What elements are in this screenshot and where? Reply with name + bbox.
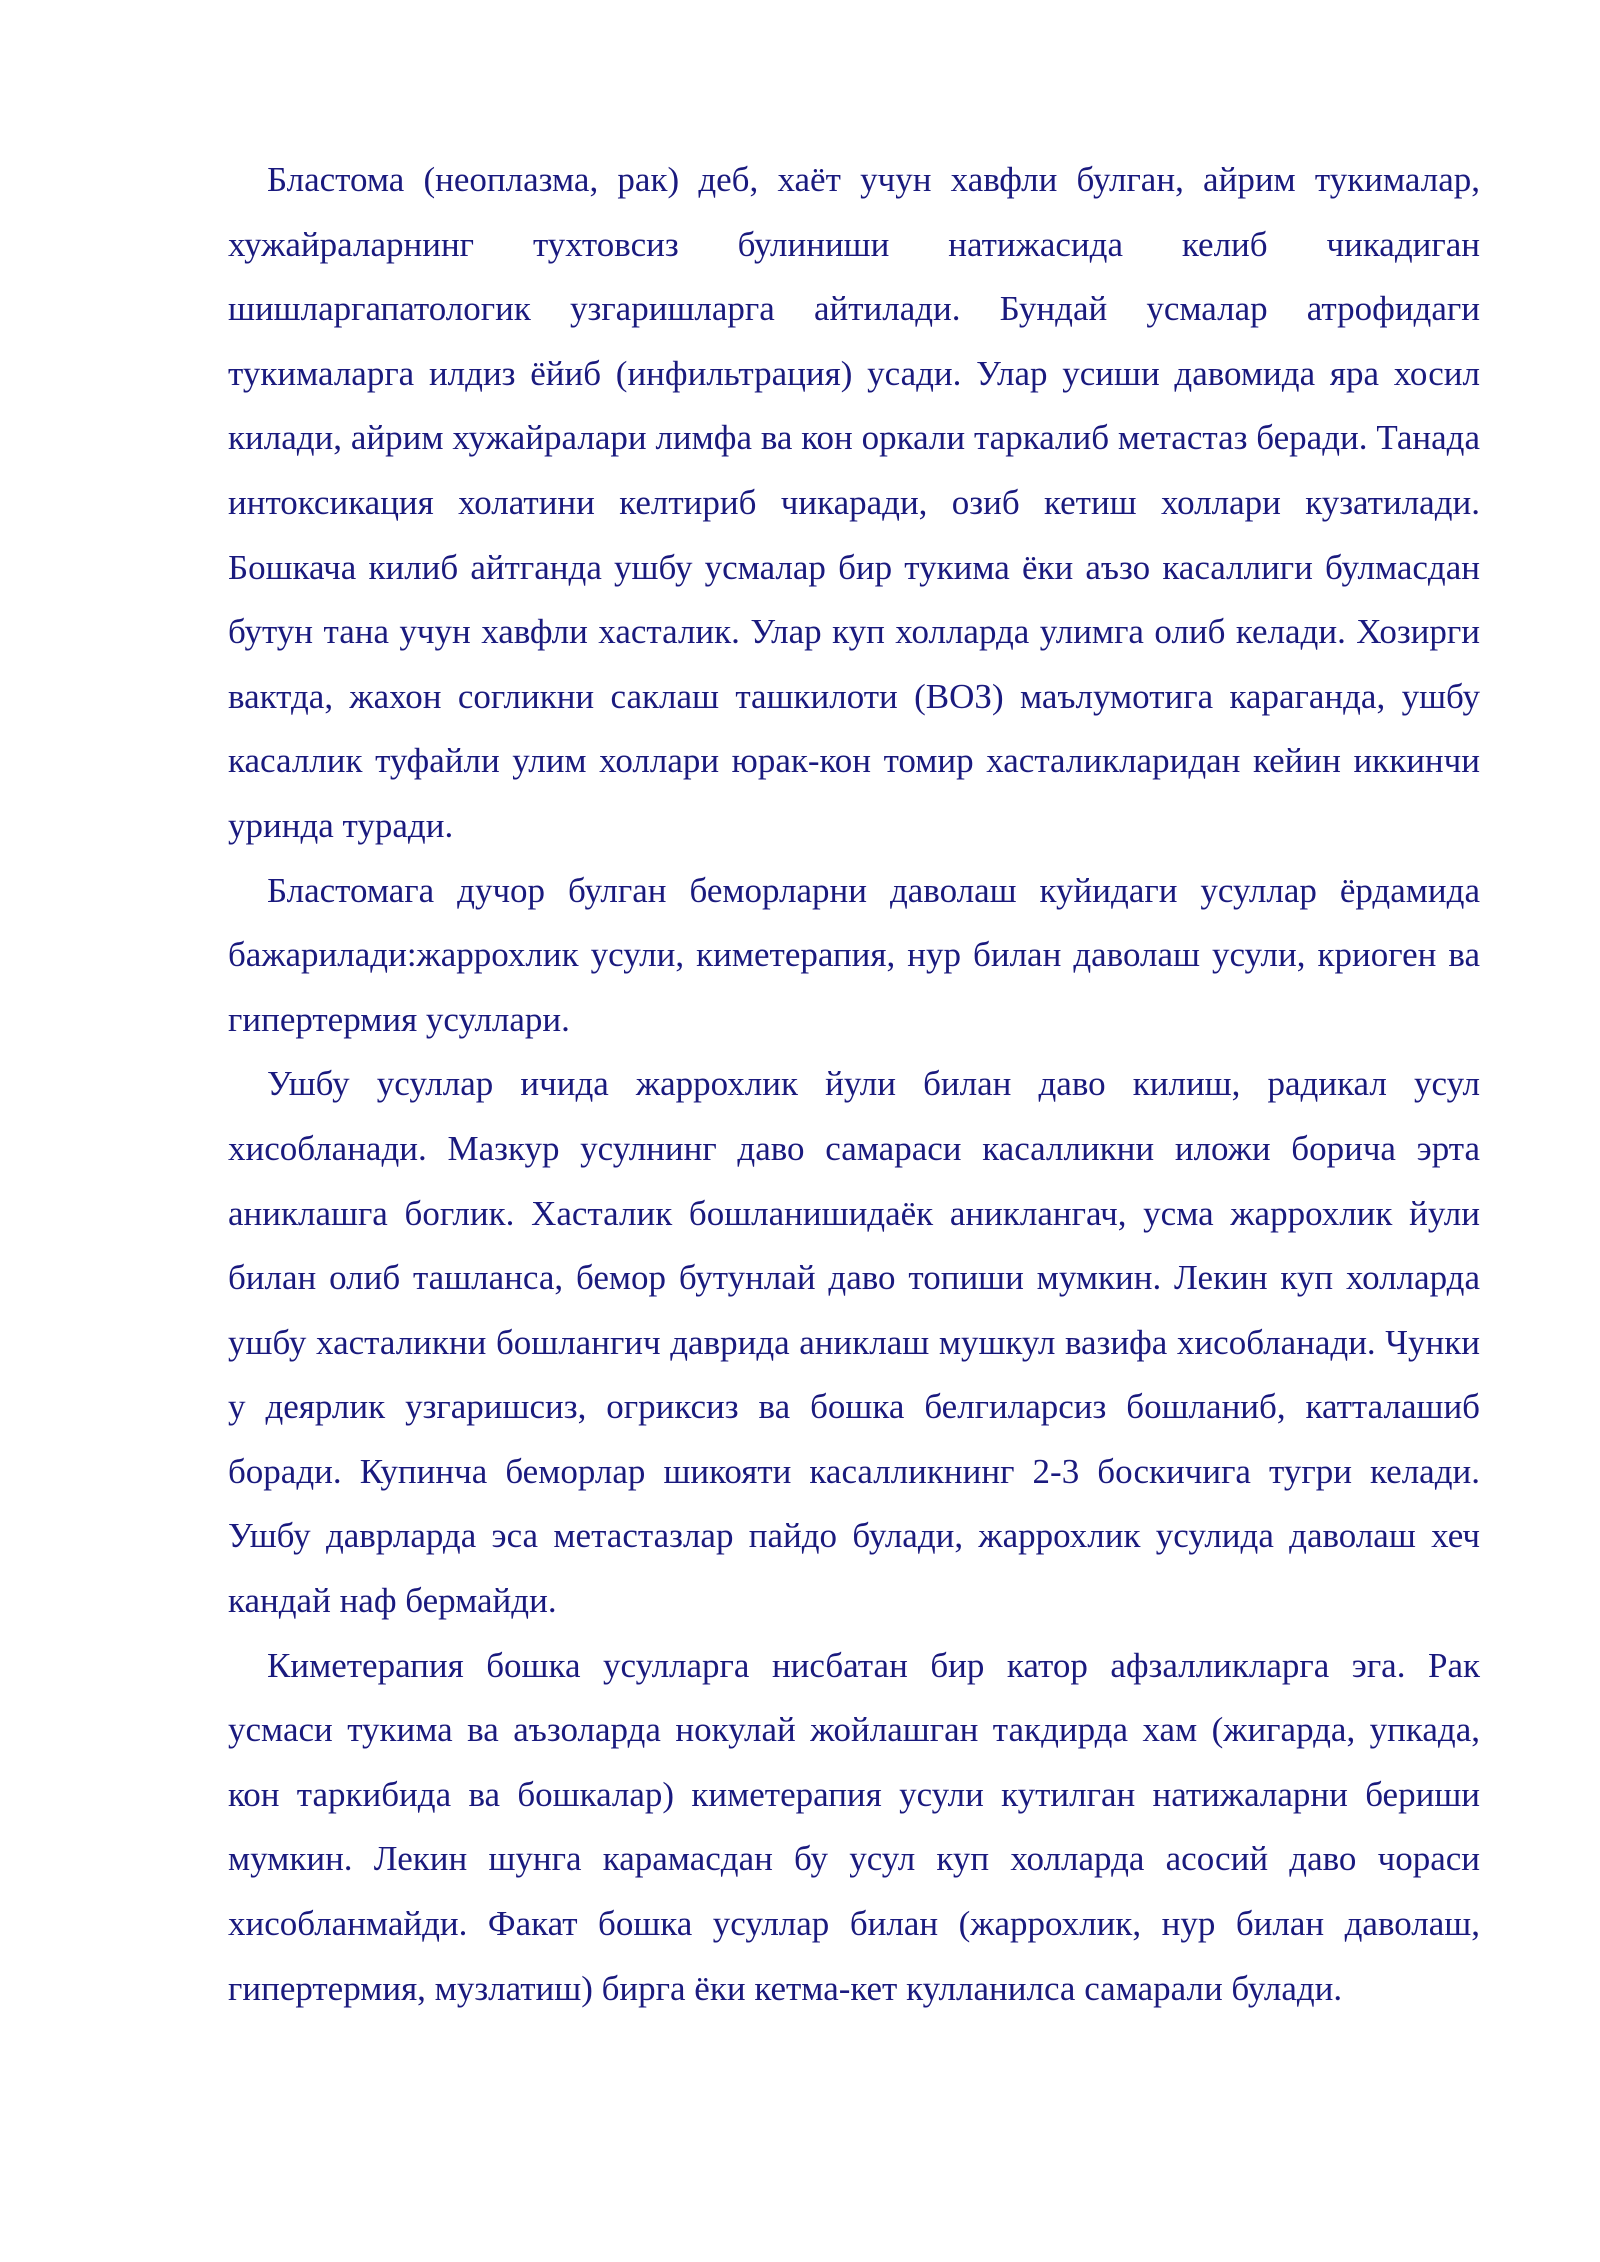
paragraph-3: Ушбу усуллар ичида жаррохлик йули билан даво килиш, радикал усул хисобланади. Мазкур усулнинг даво самараси касалликни иложи борича эрта аниклашга боглик. Хасталик бошланишидаёк аниклангач, усма жаррохлик йули билан олиб ташланса, бемор бутунлай даво топиши мумкин. Лекин куп холларда ушбу хасталикни бошлангич даврида аниклаш мушкул вазифа хисобланади. Чунки у деярлик узгаришсиз, огриксиз ва бошка белгиларсиз бошланиб, катталашиб боради. Купинча беморлар шикояти касалликнинг 2-3 боскичига тугри келади. Ушбу даврларда эса метастазлар пайдо булади, жаррохлик усулида даволаш хеч кандай наф бермайди. bbox=[228, 1064, 1480, 1621]
paragraph-4: Киметерапия бошка усулларга нисбатан бир катор афзалликларга эга. Рак усмаси тукима ва аъзоларда нокулай жойлашган такдирда хам (жигарда, упкада, кон таркибида ва бошкалар) киметерапия усули кутилган натижаларни бериши мумкин. Лекин шунга карамасдан бу усул куп холларда асосий даво чораси хисобланмайди. Факат бошка усуллар билан (жаррохлик, нур билан даволаш, гипертермия, музлатиш) бирга ёки кетма-кет кулланилса самарали булади. bbox=[228, 1645, 1480, 2008]
document-body bbox=[228, 148, 1480, 2021]
paragraph-2: Бластомага дучор булган беморларни даволаш куйидаги усуллар ёрдамида бажарилади:жаррохлик усули, киметерапия, нур билан даволаш усули, криоген ва гипертермия усуллари. bbox=[228, 870, 1480, 1039]
paragraph-1: Бластома (неоплазма, рак) деб, хаёт учун хавфли булган, айрим тукималар, хужайраларнинг тухтовсиз булиниши натижасида келиб чикадиган шишларгапатологик узгаришларга айтилади. Бундай усмалар атрофидаги тукималарга илдиз ёйиб (инфильтрация) усади. Улар усиши давомида яра хосил килади, айрим хужайралари лимфа ва кон оркали таркалиб метастаз беради. Танада интоксикация холатини келтириб чикаради, озиб кетиш холлари кузатилади. Бошкача килиб айтганда ушбу усмалар бир тукима ёки аъзо касаллиги булмасдан бутун тана учун хавфли хасталик. Улар куп холларда улимга олиб келади. Хозирги вактда, жахон согликни саклаш ташкилоти (ВОЗ) маълумотига караганда, ушбу касаллик туфайли улим холлари юрак-кон томир хасталикларидан кейин иккинчи уринда туради. bbox=[228, 160, 1480, 845]
